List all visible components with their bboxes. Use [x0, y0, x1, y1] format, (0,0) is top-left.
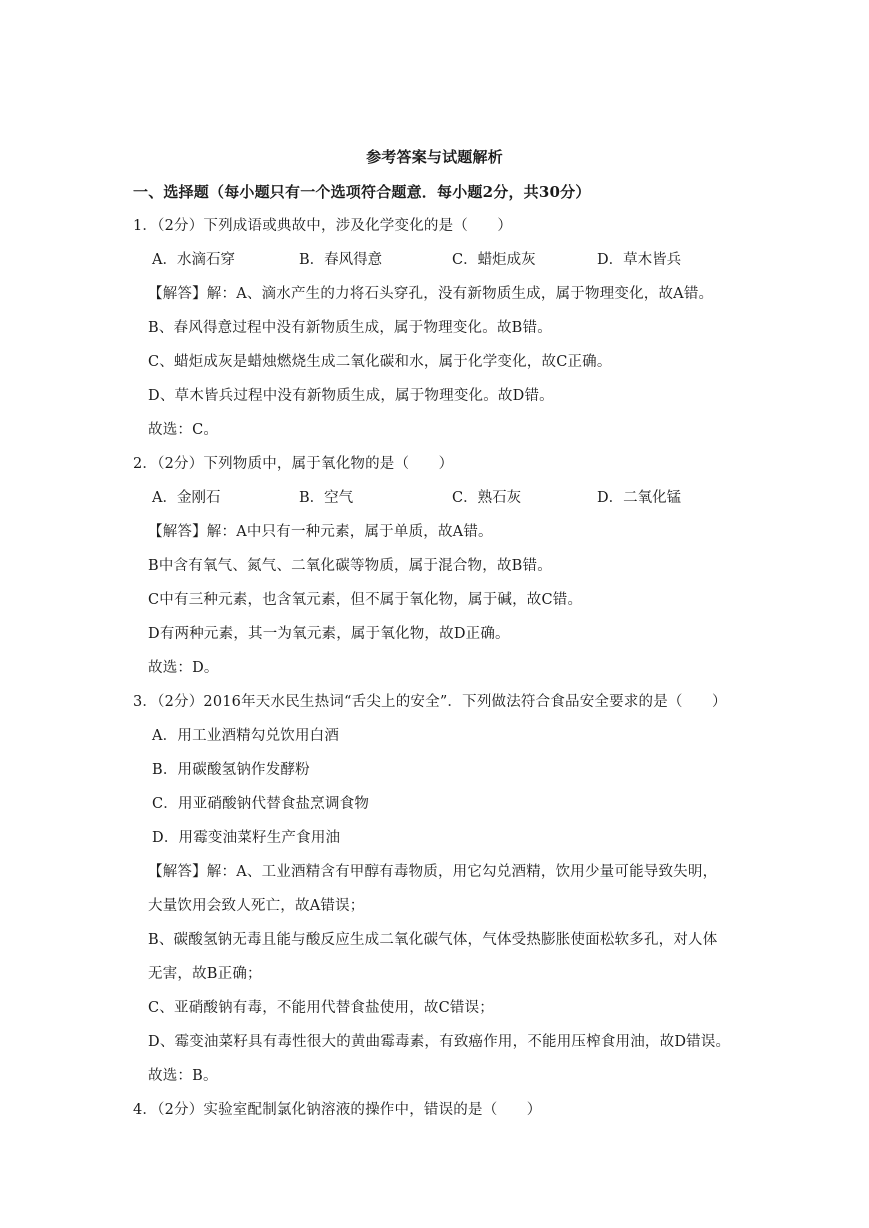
question-3-option-c: C．用亚硝酸钠代替食盐烹调食物	[152, 796, 370, 812]
question-3-answer-line: B、碳酸氢钠无毒且能与酸反应生成二氧化碳气体，气体受热膨胀使面松软多孔，对人体	[148, 932, 718, 948]
question-3-answer-line: 【解答】解：A、工业酒精含有甲醇有毒物质，用它勾兑酒精，饮用少量可能导致失明，	[148, 864, 718, 880]
question-3-option-b: B．用碳酸氢钠作发酵粉	[152, 762, 310, 778]
question-3-answer-line: C、亚硝酸钠有毒，不能用代替食盐使用，故C错误；	[148, 1000, 494, 1016]
question-1-option-b: B．春风得意	[299, 252, 383, 268]
question-2-option-a: A．金刚石	[152, 490, 221, 506]
question-1-option-d: D．草木皆兵	[597, 252, 682, 268]
question-2-answer-choice: 故选：D。	[148, 660, 219, 676]
question-1-answer-line: D、草木皆兵过程中没有新物质生成，属于物理变化。故D错。	[148, 388, 554, 404]
question-1-option-a: A．水滴石穿	[152, 252, 235, 268]
question-3-answer-line: 无害，故B正确；	[148, 966, 262, 982]
question-1-stem: 1．（2分）下列成语或典故中，涉及化学变化的是（ ）	[133, 218, 513, 234]
question-2-answer-line: B中含有氧气、氮气、二氧化碳等物质，属于混合物，故B错。	[148, 558, 552, 574]
question-3-option-a: A．用工业酒精勾兑饮用白酒	[152, 728, 340, 744]
question-1-answer-choice: 故选：C。	[148, 422, 219, 438]
question-1-option-c: C．蜡炬成灰	[452, 252, 536, 268]
question-2-option-b: B．空气	[299, 490, 354, 506]
question-2-answer-line: 【解答】解：A中只有一种元素，属于单质，故A错。	[148, 524, 493, 540]
question-4-stem: 4．（2分）实验室配制氯化钠溶液的操作中，错误的是（ ）	[133, 1102, 542, 1118]
question-2-option-d: D．二氧化锰	[597, 490, 682, 506]
question-3-stem: 3．（2分）2016年天水民生热词“舌尖上的安全”．下列做法符合食品安全要求的是（ ）	[133, 694, 727, 710]
question-2-answer-line: D有两种元素，其一为氧元素，属于氧化物，故D正确。	[148, 626, 510, 642]
section-heading: 一、选择题（每小题只有一个选项符合题意．每小题2分，共30分）	[133, 183, 591, 201]
question-2-answer-line: C中有三种元素，也含氧元素，但不属于氧化物，属于碱，故C错。	[148, 592, 583, 608]
question-3-answer-line: 大量饮用会致人死亡，故A错误；	[148, 898, 365, 914]
question-1-answer-line: B、春风得意过程中没有新物质生成，属于物理变化。故B错。	[148, 320, 552, 336]
page-title: 参考答案与试题解析	[366, 148, 503, 166]
question-2-option-c: C．熟石灰	[452, 490, 522, 506]
question-3-answer-choice: 故选：B。	[148, 1068, 218, 1084]
question-3-option-d: D．用霉变油菜籽生产食用油	[152, 830, 341, 846]
question-1-answer-line: 【解答】解：A、滴水产生的力将石头穿孔，没有新物质生成，属于物理变化，故A错。	[148, 286, 714, 302]
question-1-answer-line: C、蜡炬成灰是蜡烛燃烧生成二氧化碳和水，属于化学变化，故C正确。	[148, 354, 612, 370]
question-3-answer-line: D、霉变油菜籽具有毒性很大的黄曲霉毒素，有致癌作用，不能用压榨食用油，故D错误。	[148, 1034, 731, 1050]
question-2-stem: 2．（2分）下列物质中，属于氧化物的是（ ）	[133, 456, 454, 472]
